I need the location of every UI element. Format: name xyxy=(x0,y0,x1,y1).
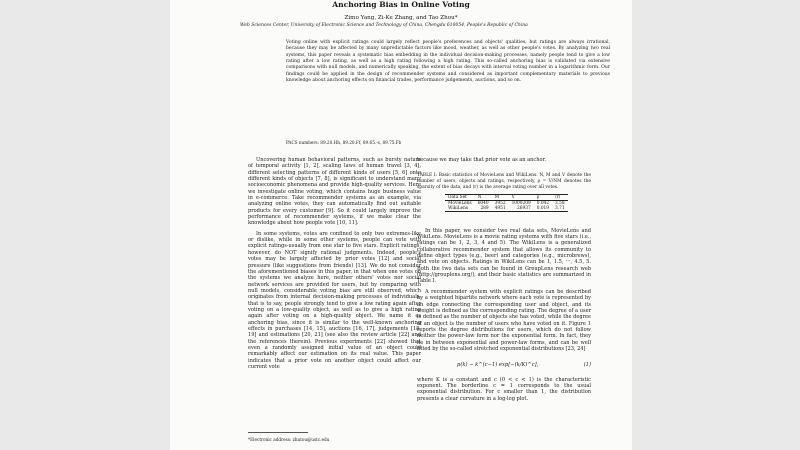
table-cell: 4951 xyxy=(494,205,506,211)
footnote-rule xyxy=(248,432,308,433)
paragraph: where K is a constant and c (0 < c < 1) is the characteristic exponent. The borderline c = 1 corresponds to the usual exponential distribution. For c smaller than 1, the distribution presents a clear curvature in a log-log plot. xyxy=(417,376,591,402)
table-cell: 26937 xyxy=(517,205,531,211)
paper-title: Anchoring Bias in Online Voting xyxy=(332,0,470,9)
table-row xyxy=(445,206,568,212)
equation-number: (1) xyxy=(583,362,591,369)
column-header: ⟨r⟩ xyxy=(555,194,561,200)
paper-page xyxy=(170,0,632,450)
table-cell: WikiLens xyxy=(448,205,469,211)
table-cell: 289 xyxy=(480,205,489,211)
right-column xyxy=(417,157,591,406)
table-cell: 3952 xyxy=(494,200,506,206)
equation-body: p(k) ∼ k^(c−1) exp[−(k/K)^c], xyxy=(457,362,539,369)
column-header: V xyxy=(511,194,515,200)
table-cell: 3.71 xyxy=(555,205,565,211)
paragraph: because we may take that prior vote as an anchor. xyxy=(417,157,546,163)
pacs-numbers: PACS numbers: 89.20.Hh, 89.20.Ff, 89.65.-s, 89.75.Fb xyxy=(286,140,402,145)
paragraph: In some systems, votes are confined to only two extremes-like or dislike, while in some other systems, people can vote with explicit ratings-usually from one star to five stars. Explicit ratings, however, do NOT signify rational judgments. Indeed, people's votes may be largely affected by prior votes [12] and social pressure (like suggestions from friends) [13]. We do not consider the aforementioned biases in this paper, in that when one votes on the systems we analyze here, neither others' votes nor social network services are provided for users, but by comparing with null models, considerable voting bias are still observed, which originates from internal decision-making processes of individuals, that is to say, people strongly tend to give a low rating again after voting on a low-quality object, as well as to give a high rating again after voting on a high-quality object. We name it as anchoring bias, since it is similar to the well-known anchoring effects in purchases [14, 15], auctions [16, 17], judgements [18, 19] and estimations [20, 21] (see also the review article [22] and the references therein). Previous experiments [22] showed that even a randomly assigned initial value of an object could remarkably affect our estimation on its real value. This paper indicates that a prior vote on another object could affect our current vote xyxy=(248,230,421,370)
table-cell: 0.042 xyxy=(536,200,550,206)
table-cell: 6040 xyxy=(477,200,489,206)
column-header: N xyxy=(477,194,482,200)
footnote: *Electronic address: zhutou@ustc.edu xyxy=(248,437,330,442)
table-cell: 0.019 xyxy=(536,205,550,211)
viewer-margin-left xyxy=(0,0,170,450)
table-cell: 1000209 xyxy=(511,200,531,206)
column-header: Data Set xyxy=(448,194,467,200)
column-header: M xyxy=(494,194,500,200)
affiliation: Web Sciences Center, University of Electronic Science and Technology of China, Chengdu 610054, People's Republic of China xyxy=(240,23,528,28)
paragraph: A recommender system with explicit ratings can be described by a weighted bipartite network where each vote is represented by an edge connecting the corresponding user and object, and its weight is defined as the corresponding rating. The degree of a user is defined as the number of objects she has voted, while the degree of an object is the number of users who have voted on it. Figure 1 reports the degree distributions for users, which do not follow neither the power-law form nor the exponential form. In fact, they lie in between exponential and power-law forms, and can be well fitted by the so-called stretched exponential distributions [23, 24] xyxy=(417,288,591,352)
paragraph: Uncovering human behavioral patterns, such as bursty nature of temporal activity [1, 2], scaling laws of human travel [3, 4], different selecting patterns of different kinds of users [5, 6] onto different kinds of objects [7, 8], is significant to understand many socioeconomic phenomena and provide high-quality services. Here we investigate online voting, which contains huge business value in e-commerce. Take recommender systems as an example, via analyzing online votes, they can automatically find out suitable products for every customer [9]. So it could largely improve the performance of recommender systems, if we make clear the knowledge about how people vote [10, 11]. xyxy=(248,157,421,227)
left-column xyxy=(248,157,421,374)
column-header: ρ xyxy=(536,194,540,200)
author-list: Zimo Yang, Zi-Ke Zhang, and Tao Zhou* xyxy=(344,15,458,21)
table-cell: MovieLens xyxy=(448,200,472,206)
abstract-text: Voting online with explicit ratings could largely reflect people's preferences and objects' qualities, but ratings are always irrational, because they may be affected by many unpredictable factors like mood, weather, as well as other people's votes. By analyzing two real systems, this paper reveals a systematic bias embedding in the individual decision-making processes, namely people tend to give a low rating after a low rating, as well as a high rating following a high rating. This so-called anchoring bias is validated via extensive comparisons with null models, and numerically speaking, the extent of bias decays with interval voting number in a logarithmic form. Our findings could be applied in the design of recommender systems and considered as important complementary materials to previous knowledge about anchoring effects on financial trades, performance judgements, auctions, and so on. xyxy=(286,40,610,84)
table-caption: TABLE I: Basic statistics of MovieLens and WikiLens. N, M and V denote the number of users, objects and ratings, respectively, ρ = V/NM denotes the sparsity of the data, and ⟨r⟩ is the average rating over all votes. xyxy=(417,173,591,190)
statistics-table xyxy=(445,194,568,212)
viewer-margin-right xyxy=(632,0,800,450)
equation xyxy=(417,362,591,368)
abstract xyxy=(286,40,610,84)
paragraph: In this paper, we consider two real data sets, MovieLens and WikiLens. MovieLens is a movie rating systems with five stars (i.e., ratings can be 1, 2, 3, 4 and 5). The WikiLens is a generalized collaborative recommender system that allows its community to define object types (e.g., beer) and categories (e.g., microbrews), and vote on objects. Ratings in WikiLens can be 1, 1.5, ···, 4.5, 5. Both the two data sets can be found in GroupLens research web (http://grouplens.org/), and their basic statistics are summarized in Table I. xyxy=(417,227,591,285)
table-cell: 3.58 xyxy=(555,200,565,206)
